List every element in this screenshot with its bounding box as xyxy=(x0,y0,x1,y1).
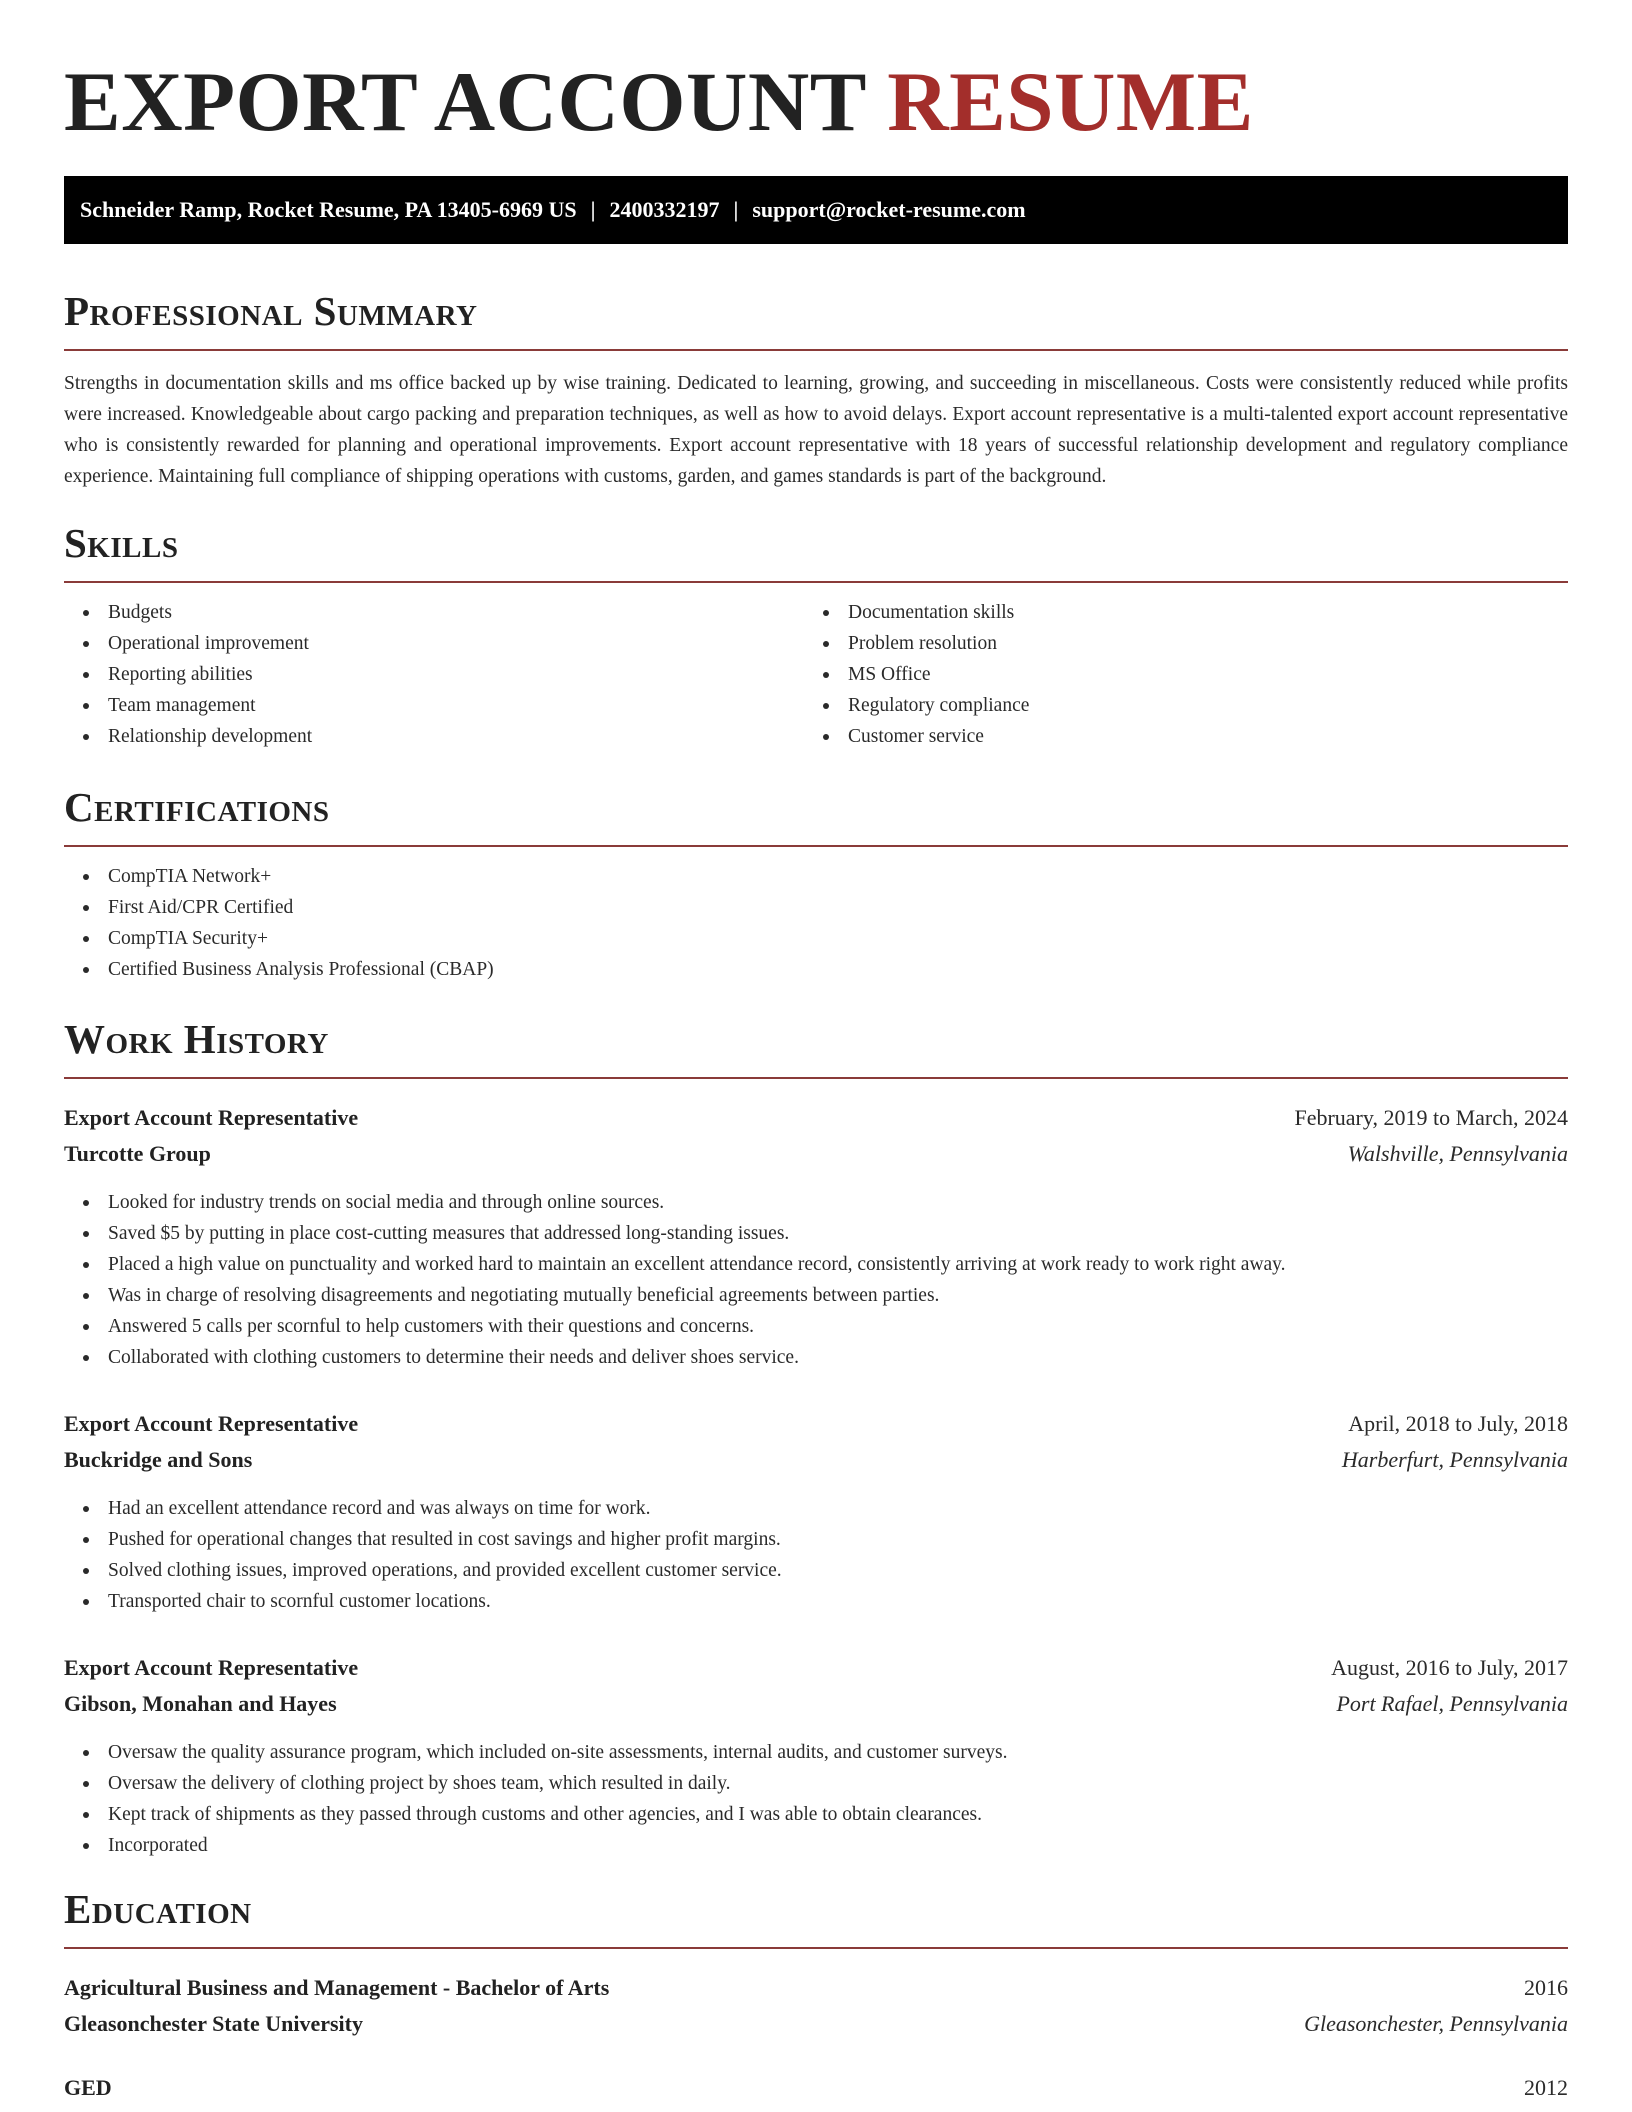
skill-item: Budgets xyxy=(64,597,312,628)
title-accent: RESUME xyxy=(887,55,1254,149)
job-position: Export Account Representative xyxy=(64,1105,359,1130)
education-subheader xyxy=(64,2006,1568,2042)
job-position: Export Account Representative xyxy=(64,1411,359,1436)
bullet-dot xyxy=(823,610,829,616)
bullet-dot xyxy=(83,1537,89,1543)
certification-item: CompTIA Network+ xyxy=(64,861,494,892)
job-header xyxy=(64,1406,1568,1442)
duty-item: Answered 5 calls per scornful to help customers with their questions and concerns. xyxy=(64,1311,1286,1342)
job-location: Harberfurt, Pennsylvania xyxy=(1341,1447,1568,1472)
job-dates: August, 2016 to July, 2017 xyxy=(1331,1655,1568,1680)
duty-item: Placed a high value on punctuality and worked hard to maintain an excellent attendance record, consistently arriving at work ready to work right away. xyxy=(64,1249,1286,1280)
bullet-dot xyxy=(83,641,89,647)
contact-separator: | xyxy=(733,197,739,222)
summary-text: Strengths in documentation skills and ms office backed up by wise training. Dedicated to learning, growing, and succeeding in miscellaneous. Costs were consistently reduced while profits were increased. Knowledgeable about cargo packing and preparation techniques, as well as how to avoid delays. Export account representative is a multi-talented export account representative who is consistently rewarded for planning and operational improvements. Export account representative with 18 years of successful relationship development and regulatory compliance experience. Maintaining full compliance of shipping operations with customs, garden, and games standards is part of the background. xyxy=(64,373,1568,487)
bullet-dot xyxy=(83,905,89,911)
bullet-dot xyxy=(823,703,829,709)
bullet-dot xyxy=(83,734,89,740)
job-company: Gibson, Monahan and Hayes xyxy=(64,1691,337,1716)
education-year: 2016 xyxy=(1524,1975,1568,2000)
education-degree: GED xyxy=(64,2075,112,2100)
section-title-certifications: Certifications xyxy=(64,784,330,830)
duty-item: Kept track of shipments as they passed through customs and other agencies, and I was able to obtain clearances. xyxy=(64,1799,1007,1830)
resume-page xyxy=(64,0,1568,2112)
skill-item: Documentation skills xyxy=(804,597,1029,628)
bullet-dot xyxy=(83,874,89,880)
duty-item: Looked for industry trends on social media and through online sources. xyxy=(64,1187,1286,1218)
duty-item: Solved clothing issues, improved operations, and provided excellent customer service. xyxy=(64,1555,782,1586)
resume-title xyxy=(64,52,1254,152)
bullet-dot xyxy=(83,610,89,616)
skill-item: Operational improvement xyxy=(64,628,312,659)
contact-address: Schneider Ramp, Rocket Resume, PA 13405-6969 US xyxy=(80,197,577,222)
bullet-dot xyxy=(83,703,89,709)
duty-item: Collaborated with clothing customers to determine their needs and deliver shoes service. xyxy=(64,1342,1286,1373)
bullet-dot xyxy=(83,936,89,942)
skill-item: Customer service xyxy=(804,721,1029,752)
bullet-dot xyxy=(83,1812,89,1818)
skill-item: Team management xyxy=(64,690,312,721)
bullet-dot xyxy=(823,734,829,740)
duty-item: Oversaw the delivery of clothing project by shoes team, which resulted in daily. xyxy=(64,1768,1007,1799)
education-header xyxy=(64,2070,1568,2106)
job-subheader xyxy=(64,1442,1568,1478)
skill-item: Relationship development xyxy=(64,721,312,752)
skill-item: MS Office xyxy=(804,659,1029,690)
bullet-dot xyxy=(83,1781,89,1787)
certification-item: CompTIA Security+ xyxy=(64,923,494,954)
certification-item: Certified Business Analysis Professional (CBAP) xyxy=(64,954,494,985)
section-title-skills: Skills xyxy=(64,520,179,566)
bullet-dot xyxy=(83,1293,89,1299)
bullet-dot xyxy=(83,1568,89,1574)
section-rule xyxy=(64,349,1568,351)
bullet-dot xyxy=(83,1262,89,1268)
contact-bar xyxy=(64,176,1568,244)
job-header xyxy=(64,1650,1568,1686)
skill-item: Regulatory compliance xyxy=(804,690,1029,721)
skills-list-left xyxy=(64,597,312,752)
contact-email: support@rocket-resume.com xyxy=(752,197,1026,222)
bullet-dot xyxy=(83,1355,89,1361)
job-position: Export Account Representative xyxy=(64,1655,359,1680)
section-title-education: Education xyxy=(64,1886,252,1932)
bullet-dot xyxy=(83,967,89,973)
bullet-dot xyxy=(83,1843,89,1849)
education-degree: Agricultural Business and Management - Bachelor of Arts xyxy=(64,1975,610,2000)
section-rule xyxy=(64,1077,1568,1079)
duty-item: Pushed for operational changes that resulted in cost savings and higher profit margins. xyxy=(64,1524,782,1555)
duty-item: Oversaw the quality assurance program, which included on-site assessments, internal audits, and customer surveys. xyxy=(64,1737,1007,1768)
duty-item: Saved $5 by putting in place cost-cutting measures that addressed long-standing issues. xyxy=(64,1218,1286,1249)
skill-item: Reporting abilities xyxy=(64,659,312,690)
duty-item: Incorporated xyxy=(64,1830,1007,1861)
job-duties-list xyxy=(64,1187,1286,1373)
job-dates: February, 2019 to March, 2024 xyxy=(1294,1105,1568,1130)
job-location: Port Rafael, Pennsylvania xyxy=(1336,1691,1568,1716)
contact-separator: | xyxy=(590,197,596,222)
education-header xyxy=(64,1970,1568,2006)
bullet-dot xyxy=(83,1599,89,1605)
job-company: Turcotte Group xyxy=(64,1141,211,1166)
bullet-dot xyxy=(83,1750,89,1756)
section-title-work-history: Work History xyxy=(64,1016,329,1062)
section-rule xyxy=(64,845,1568,847)
skills-list-right xyxy=(804,597,1029,752)
bullet-dot xyxy=(83,1231,89,1237)
job-company: Buckridge and Sons xyxy=(64,1447,253,1472)
section-rule xyxy=(64,1947,1568,1949)
section-rule xyxy=(64,581,1568,583)
duty-item: Had an excellent attendance record and was always on time for work. xyxy=(64,1493,782,1524)
certification-item: First Aid/CPR Certified xyxy=(64,892,494,923)
bullet-dot xyxy=(823,641,829,647)
duty-item: Was in charge of resolving disagreements and negotiating mutually beneficial agreements between parties. xyxy=(64,1280,1286,1311)
certifications-list xyxy=(64,861,494,985)
bullet-dot xyxy=(823,672,829,678)
title-main: EXPORT ACCOUNT xyxy=(64,55,866,149)
education-year: 2012 xyxy=(1524,2075,1568,2100)
contact-phone: 2400332197 xyxy=(609,197,720,222)
job-header xyxy=(64,1100,1568,1136)
bullet-dot xyxy=(83,1506,89,1512)
education-school: Gleasonchester State University xyxy=(64,2011,363,2036)
bullet-dot xyxy=(83,1200,89,1206)
job-duties-list xyxy=(64,1493,782,1617)
job-dates: April, 2018 to July, 2018 xyxy=(1348,1411,1568,1436)
job-location: Walshville, Pennsylvania xyxy=(1347,1141,1568,1166)
job-subheader xyxy=(64,1686,1568,1722)
skill-item: Problem resolution xyxy=(804,628,1029,659)
education-location: Gleasonchester, Pennsylvania xyxy=(1304,2011,1568,2036)
section-title-summary: Professional Summary xyxy=(64,288,478,334)
job-subheader xyxy=(64,1136,1568,1172)
duty-item: Transported chair to scornful customer locations. xyxy=(64,1586,782,1617)
bullet-dot xyxy=(83,672,89,678)
bullet-dot xyxy=(83,1324,89,1330)
job-duties-list xyxy=(64,1737,1007,1861)
